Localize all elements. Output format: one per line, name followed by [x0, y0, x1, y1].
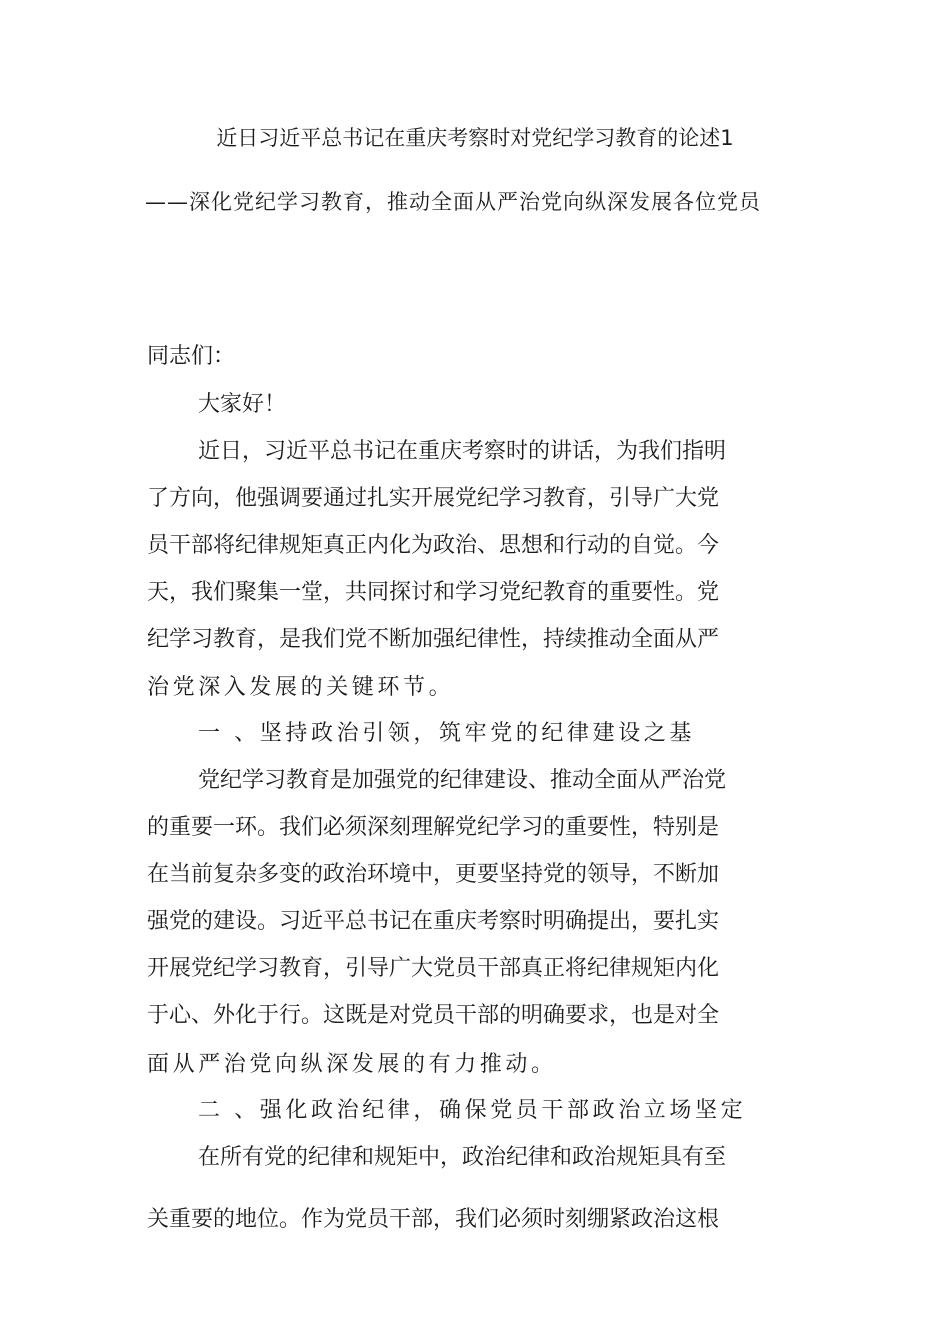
- paragraph-line: 开展党纪学习教育，引导广大党员干部真正将纪律规矩内化: [147, 956, 720, 981]
- paragraph-line: 员干部将纪律规矩真正内化为政治、思想和行动的自觉。今: [147, 533, 720, 558]
- paragraph-line: 关重要的地位。作为党员干部，我们必须时刻绷紧政治这根: [147, 1207, 720, 1232]
- document-title: 近日习近平总书记在重庆考察时对党纪学习教育的论述1: [216, 126, 734, 150]
- paragraph-line: 面从严治党向纵深发展的有力推动。: [147, 1052, 557, 1077]
- paragraph-line: 的重要一环。我们必须深刻理解党纪学习的重要性，特别是: [147, 815, 720, 840]
- paragraph-line: 近日，习近平总书记在重庆考察时的讲话，为我们指明: [198, 439, 727, 464]
- section-heading-2: 二 、强化政治纪律，确保党员干部政治立场坚定: [198, 1098, 747, 1123]
- document-subtitle: ——深化党纪学习教育，推动全面从严治党向纵深发展各位党员: [145, 190, 761, 214]
- paragraph-line: 在所有党的纪律和规矩中，政治纪律和政治规矩具有至: [198, 1145, 727, 1170]
- greeting: 大家好！: [198, 392, 287, 417]
- paragraph-line: 强党的建设。习近平总书记在重庆考察时明确提出，要扎实: [147, 909, 720, 934]
- paragraph-line: 在当前复杂多变的政治环境中，更要坚持党的领导，不断加: [147, 862, 720, 887]
- salutation: 同志们：: [147, 344, 236, 369]
- paragraph-line: 天，我们聚集一堂，共同探讨和学习党纪教育的重要性。党: [147, 580, 720, 605]
- paragraph-line: 纪学习教育，是我们党不断加强纪律性，持续推动全面从严: [147, 627, 720, 652]
- paragraph-line: 于心、外化于行。这既是对党员干部的明确要求，也是对全: [147, 1003, 720, 1028]
- paragraph-line: 了方向，他强调要通过扎实开展党纪学习教育，引导广大党: [147, 486, 720, 511]
- paragraph-line: 党纪学习教育是加强党的纪律建设、推动全面从严治党: [198, 768, 727, 793]
- paragraph-line: 治党深入发展的关键环节。: [147, 675, 455, 700]
- section-heading-1: 一 、坚持政治引领，筑牢党的纪律建设之基: [198, 721, 695, 746]
